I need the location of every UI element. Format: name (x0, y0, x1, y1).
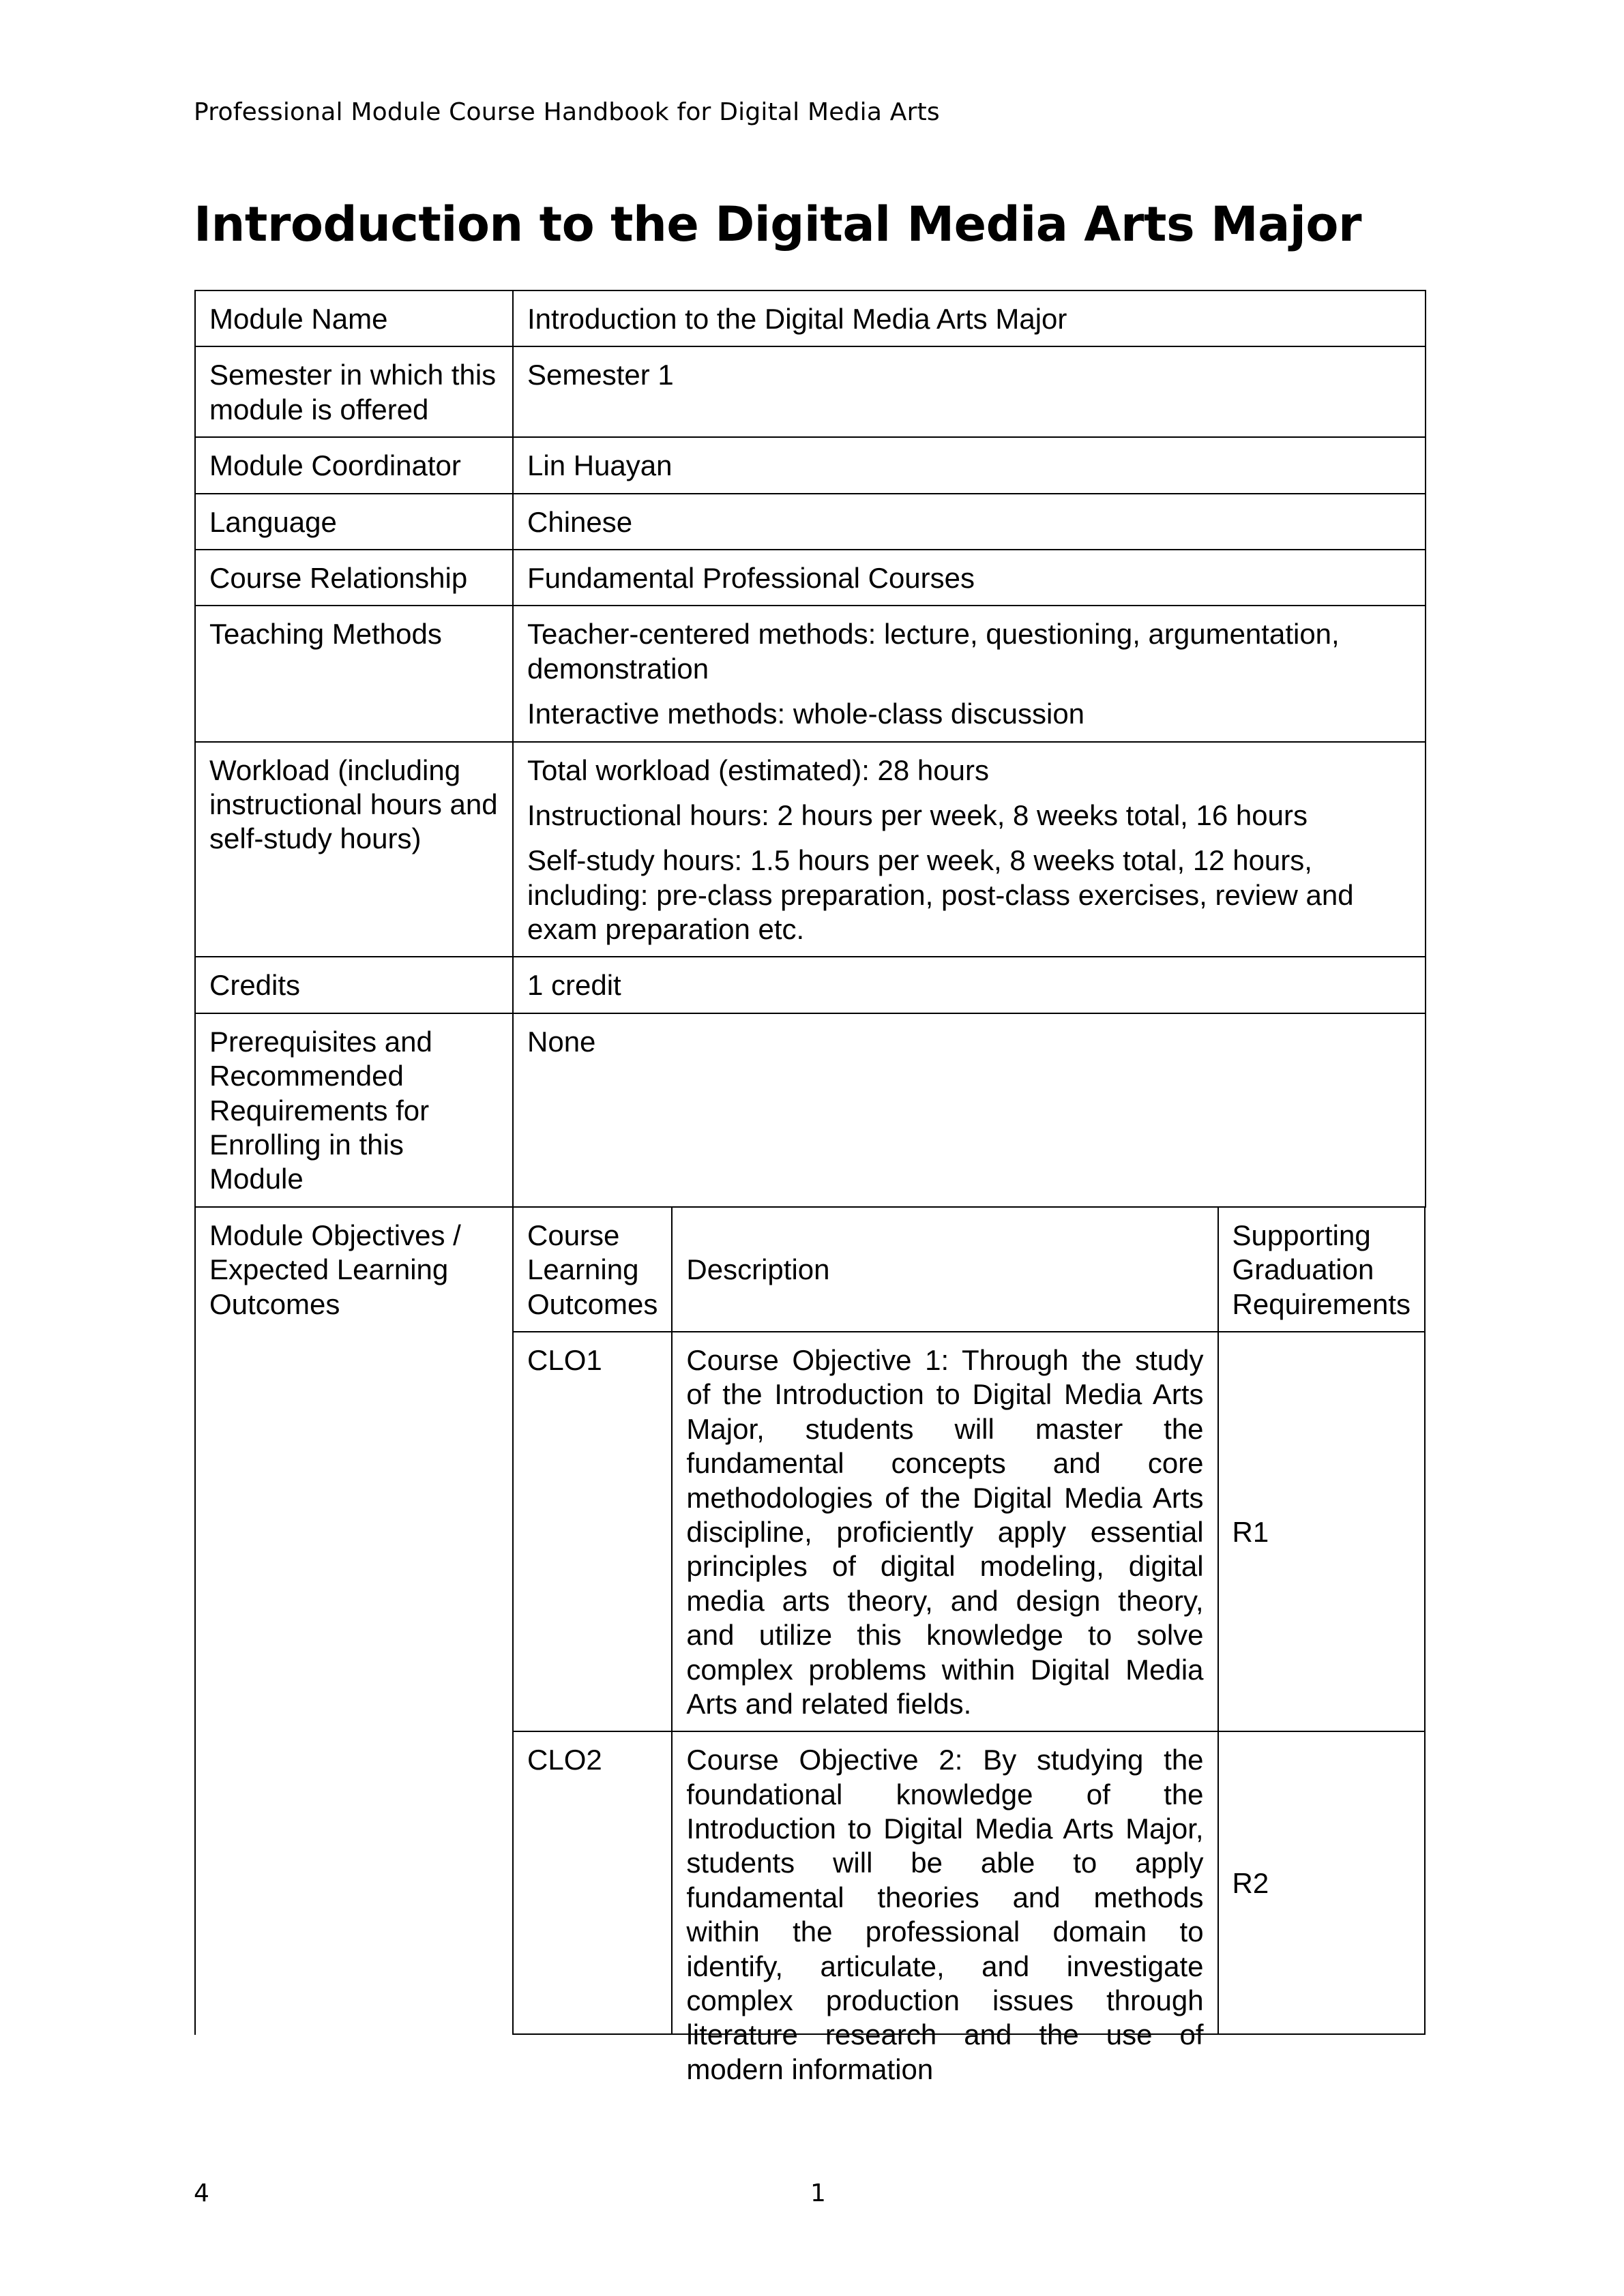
row-label: Language (195, 494, 513, 550)
workload-line: Self-study hours: 1.5 hours per week, 8 weeks total, 12 hours, including: pre-class preparation, post-class exercises, review and exam preparation etc. (527, 844, 1354, 946)
table-row (195, 550, 1426, 606)
row-label: Credits (195, 957, 513, 1013)
teaching-method-line: Teacher-centered methods: lecture, questioning, argumentation, demonstration (527, 618, 1340, 685)
outcome-requirement: R1 (1218, 1332, 1425, 1731)
row-label: Module Objectives / Expected Learning Outcomes (195, 1207, 513, 2035)
row-value: Introduction to the Digital Media Arts Major (513, 290, 1426, 346)
column-header-clo: Course Learning Outcomes (514, 1208, 672, 1332)
outcome-id: CLO1 (514, 1332, 672, 1731)
footer-left-number: 4 (194, 2179, 209, 2207)
row-label: Semester in which this module is offered (195, 346, 513, 437)
page-title: Introduction to the Digital Media Arts Major (194, 196, 1362, 252)
learning-outcomes-cell (513, 1207, 1426, 2085)
outcomes-header-row (514, 1208, 1425, 1332)
table-row (195, 494, 1426, 550)
row-value: Chinese (513, 494, 1426, 550)
running-header: Professional Module Course Handbook for Digital Media Arts (194, 98, 940, 126)
outcome-description (672, 1731, 1217, 2085)
row-label: Prerequisites and Recommended Requirements for Enrolling in this Module (195, 1013, 513, 1207)
workload-line: Instructional hours: 2 hours per week, 8 weeks total, 16 hours (527, 799, 1308, 831)
table-row (195, 742, 1426, 957)
row-value (513, 606, 1426, 741)
table-row (514, 1731, 1425, 2034)
module-info-table (194, 290, 1426, 2085)
outcome-requirement: R2 (1218, 1731, 1425, 2034)
row-value: 1 credit (513, 957, 1426, 1013)
row-value: None (513, 1013, 1426, 1207)
row-label: Workload (including instructional hours and self-study hours) (195, 742, 513, 957)
table-row (195, 1013, 1426, 1207)
row-value: Fundamental Professional Courses (513, 550, 1426, 606)
row-value: Semester 1 (513, 346, 1426, 437)
table-row (195, 290, 1426, 346)
table-row (514, 1332, 1425, 1731)
column-header-requirements: Supporting Graduation Requirements (1218, 1208, 1425, 1332)
table-row (195, 606, 1426, 741)
outcome-description: Course Objective 1: Through the study of the Introduction to Digital Media Arts Major, students will master the fundamental concepts and core methodologies of the Digital Media Arts discipline, proficiently apply essential principles of digital modeling, digital media arts theory, and design theory, and utilize this knowledge to solve complex problems within Digital Media Arts and related fields. (672, 1332, 1217, 1731)
column-header-description: Description (672, 1208, 1217, 1332)
row-label: Teaching Methods (195, 606, 513, 741)
outcome-id: CLO2 (514, 1731, 672, 2034)
table-row (195, 346, 1426, 437)
outcome-description-text: Course Objective 2: By studying the foundational knowledge of the Introduction to Digital Media Arts Major, students will be able to apply fundamental theories and methods within the professional domain to identify, articulate, and investigate complex production issues through literature research and the use of modern information (686, 1744, 1204, 2085)
workload-line: Total workload (estimated): 28 hours (527, 754, 989, 786)
row-label: Course Relationship (195, 550, 513, 606)
teaching-method-line: Interactive methods: whole-class discussion (527, 698, 1085, 730)
table-row (195, 437, 1426, 493)
row-value: Lin Huayan (513, 437, 1426, 493)
row-label: Module Name (195, 290, 513, 346)
row-value (513, 742, 1426, 957)
page-number: 1 (810, 2179, 826, 2207)
table-row (195, 1207, 1426, 2035)
learning-outcomes-table (514, 1208, 1426, 2085)
row-label: Module Coordinator (195, 437, 513, 493)
table-row (195, 957, 1426, 1013)
